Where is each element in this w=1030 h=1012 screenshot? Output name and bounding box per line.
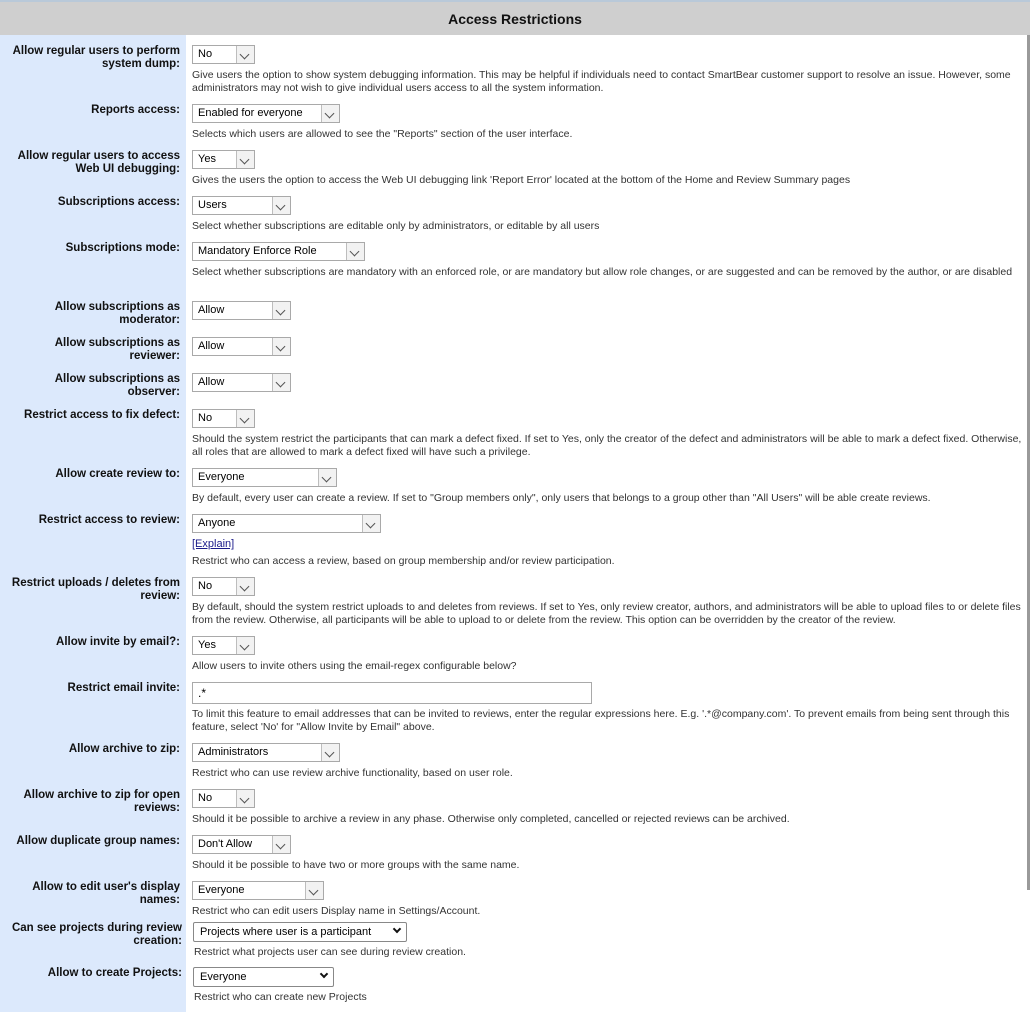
chevron-down-icon bbox=[236, 637, 254, 654]
fix-defect-select[interactable]: No bbox=[192, 409, 255, 428]
archive-open-select[interactable]: No bbox=[192, 789, 255, 808]
setting-label: Allow to edit user's display names: bbox=[32, 881, 180, 906]
chevron-down-icon bbox=[272, 836, 290, 853]
setting-description: Should the system restrict the participants that can mark a defect fixed. If set to Yes, only the creator of the defect and administrators will be able to mark a defect fixed. Otherwise, all roles that are allowed to mark a defect fixed will have such a privilege. bbox=[192, 433, 1022, 458]
chevron-down-icon bbox=[362, 515, 380, 532]
setting-description: Should it be possible to have two or more groups with the same name. bbox=[192, 859, 520, 871]
chevron-down-icon bbox=[346, 243, 364, 260]
setting-label: Allow subscriptions as reviewer: bbox=[54, 337, 180, 362]
chevron-down-icon bbox=[272, 302, 290, 319]
page-header bbox=[0, 0, 1030, 35]
create-projects-select[interactable]: Everyone bbox=[193, 967, 334, 987]
setting-description: Restrict who can create new Projects bbox=[194, 991, 367, 1003]
setting-description: Select whether subscriptions are editable only by administrators, or editable by all users bbox=[192, 220, 600, 232]
chevron-down-icon bbox=[272, 374, 290, 391]
chevron-down-icon bbox=[236, 410, 254, 427]
chevron-down-icon bbox=[236, 790, 254, 807]
setting-description: Restrict who can use review archive functionality, based on user role. bbox=[192, 767, 513, 779]
setting-label: Allow duplicate group names: bbox=[16, 835, 180, 847]
setting-description: Selects which users are allowed to see the "Reports" section of the user interface. bbox=[192, 128, 573, 140]
setting-label: Can see projects during review creation: bbox=[11, 922, 182, 947]
setting-label: Subscriptions mode: bbox=[65, 242, 180, 254]
duplicate-groups-select[interactable]: Don't Allow bbox=[192, 835, 291, 854]
setting-label: Restrict uploads / deletes from review: bbox=[11, 577, 180, 602]
setting-label: Allow regular users to access Web UI debugging: bbox=[17, 150, 180, 175]
chevron-down-icon bbox=[272, 338, 290, 355]
setting-label: Allow create review to: bbox=[55, 468, 180, 480]
chevron-down-icon bbox=[321, 105, 339, 122]
setting-description: Restrict what projects user can see during review creation. bbox=[194, 946, 466, 958]
web-ui-debugging-select[interactable]: Yes bbox=[192, 150, 255, 169]
chevron-down-icon bbox=[236, 46, 254, 63]
explain-link[interactable]: [Explain] bbox=[192, 538, 235, 550]
setting-description: By default, every user can create a review. If set to "Group members only", only users that belongs to a group other than "All Users" will be able create reviews. bbox=[192, 492, 931, 504]
uploads-deletes-select[interactable]: No bbox=[192, 577, 255, 596]
setting-description: Allow users to invite others using the email-regex configurable below? bbox=[192, 660, 517, 672]
setting-label: Allow invite by email?: bbox=[56, 636, 180, 648]
system-dump-select[interactable]: No bbox=[192, 45, 255, 64]
setting-label: Allow subscriptions as observer: bbox=[54, 373, 180, 398]
setting-label: Allow archive to zip for open reviews: bbox=[23, 789, 180, 814]
sub-moderator-select[interactable]: Allow bbox=[192, 301, 291, 320]
setting-label: Restrict email invite: bbox=[67, 682, 180, 694]
subscriptions-access-select[interactable]: Users bbox=[192, 196, 291, 215]
setting-label: Reports access: bbox=[91, 104, 180, 116]
setting-description: Give users the option to show system debugging information. This may be helpful if individuals need to contact SmartBear customer support to resolve an issue. However, some administrators may not wish to give individual users access to all the system information. bbox=[192, 69, 1011, 94]
setting-description: Should it be possible to archive a review in any phase. Otherwise only completed, cancelled or rejected reviews can be archived. bbox=[192, 813, 790, 825]
setting-description: To limit this feature to email addresses that can be invited to reviews, enter the regular expressions here. E.g. '.*@company.com'. To prevent emails from being sent through this feature, select 'No' for "Allow Invite by Email" above. bbox=[192, 708, 1010, 733]
chevron-down-icon bbox=[236, 578, 254, 595]
page-title: Access Restrictions bbox=[448, 10, 582, 27]
invite-email-select[interactable]: Yes bbox=[192, 636, 255, 655]
chevron-down-icon bbox=[305, 882, 323, 899]
setting-label: Allow archive to zip: bbox=[68, 743, 180, 755]
subscriptions-mode-select[interactable]: Mandatory Enforce Role bbox=[192, 242, 365, 261]
chevron-down-icon bbox=[320, 970, 328, 978]
setting-description: Gives the users the option to access the Web UI debugging link 'Report Error' located at the bottom of the Home and Review Summary pages bbox=[192, 174, 851, 186]
create-review-select[interactable]: Everyone bbox=[192, 468, 337, 487]
setting-description: Restrict who can edit users Display name in Settings/Account. bbox=[192, 905, 481, 917]
setting-label: Subscriptions access: bbox=[57, 196, 180, 208]
review-access-select[interactable]: Anyone bbox=[192, 514, 381, 533]
reports-access-select[interactable]: Enabled for everyone bbox=[192, 104, 340, 123]
setting-label: Restrict access to review: bbox=[38, 514, 180, 526]
email-regex-input[interactable]: .* bbox=[192, 682, 592, 704]
chevron-down-icon bbox=[318, 469, 336, 486]
see-projects-select[interactable]: Projects where user is a participant bbox=[193, 922, 407, 942]
chevron-down-icon bbox=[272, 197, 290, 214]
setting-label: Allow subscriptions as moderator: bbox=[54, 301, 180, 326]
chevron-down-icon bbox=[393, 925, 401, 933]
setting-label: Allow to create Projects: bbox=[47, 967, 182, 979]
sub-observer-select[interactable]: Allow bbox=[192, 373, 291, 392]
sub-reviewer-select[interactable]: Allow bbox=[192, 337, 291, 356]
chevron-down-icon bbox=[236, 151, 254, 168]
setting-description: Select whether subscriptions are mandatory with an enforced role, or are mandatory but allow role changes, or are suggested and can be removed by the author, or are disabled bbox=[192, 266, 1013, 278]
archive-zip-select[interactable]: Administrators bbox=[192, 743, 340, 762]
setting-label: Allow regular users to perform system dump: bbox=[12, 45, 180, 70]
setting-description: By default, should the system restrict uploads to and deletes from reviews. If set to Yes, only review creator, authors, and administrators will be able to upload files to or delete files from the review. Otherwise, all participants will be able to upload to or delete from the review. This option can be overridden by the creator of the review. bbox=[192, 601, 1021, 626]
chevron-down-icon bbox=[321, 744, 339, 761]
setting-label: Restrict access to fix defect: bbox=[24, 409, 180, 421]
setting-description: Restrict who can access a review, based on group membership and/or review participation. bbox=[192, 555, 615, 567]
edit-display-select[interactable]: Everyone bbox=[192, 881, 324, 900]
